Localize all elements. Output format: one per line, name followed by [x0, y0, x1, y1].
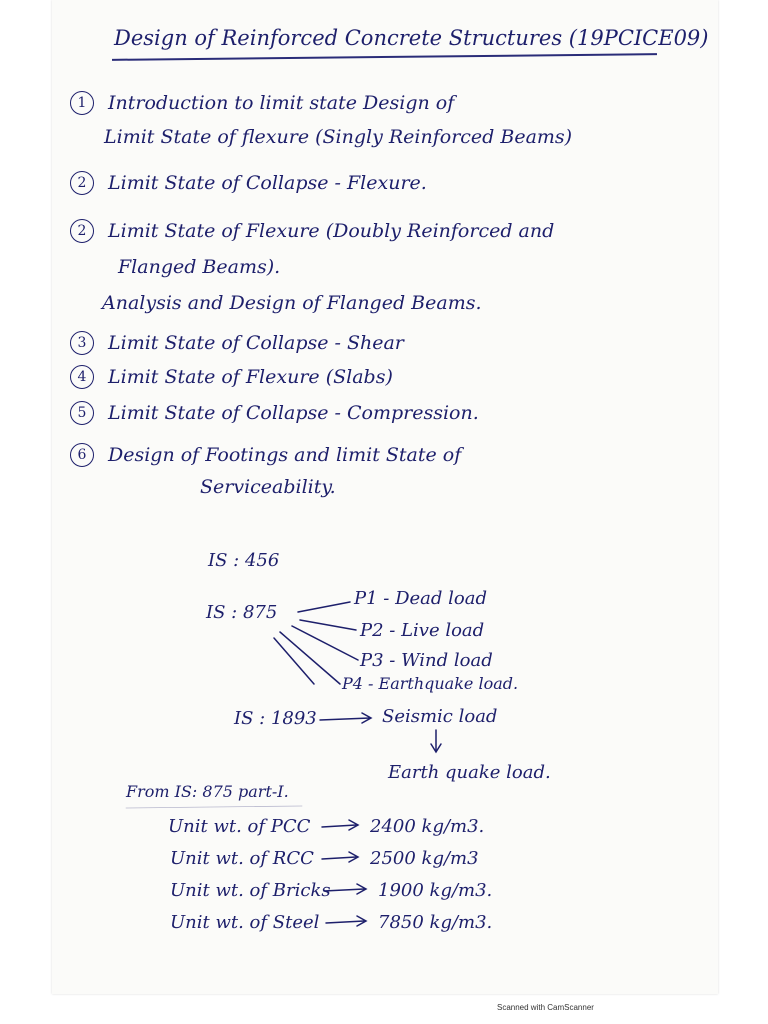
branch-p2-line	[300, 620, 356, 630]
unit-weight-rcc-value: 2500 kg/m3	[370, 848, 479, 869]
code-is1893: IS : 1893	[234, 708, 317, 729]
topic-number: 2	[70, 171, 94, 195]
topic-number: 6	[70, 443, 94, 467]
unit-weight-pcc-label: Unit wt. of PCC	[168, 816, 311, 837]
topic-text: Limit State of Collapse - Shear	[108, 332, 404, 354]
arrow-seismic-line	[320, 718, 370, 720]
branch-p1-line	[298, 602, 350, 612]
topic-text: Limit State of flexure (Singly Reinforced Beams)	[104, 126, 573, 148]
code-is875: IS : 875	[206, 602, 278, 623]
notebook-page	[52, 0, 718, 994]
branch-p3-line	[292, 626, 358, 660]
earthquake-load: Earth quake load.	[388, 762, 551, 783]
topic-number: 4	[70, 365, 94, 389]
code-is456: IS : 456	[208, 550, 280, 571]
page-title: Design of Reinforced Concrete Structures (19PCICE09)	[114, 26, 709, 50]
part-p2: P2 - Live load	[360, 620, 485, 641]
topic-text: Analysis and Design of Flanged Beams.	[102, 292, 482, 314]
unit-weight-rcc-label: Unit wt. of RCC	[170, 848, 314, 869]
unit-weight-pcc-value: 2400 kg/m3.	[370, 816, 485, 837]
topic-text: Flanged Beams).	[118, 256, 281, 278]
topic-text: Limit State of Flexure (Slabs)	[108, 366, 393, 388]
unit-weight-steel-value: 7850 kg/m3.	[378, 912, 493, 933]
topic-number: 3	[70, 331, 94, 355]
seismic-load: Seismic load	[382, 706, 498, 727]
part-p3: P3 - Wind load	[360, 650, 493, 671]
unit-weight-bricks-value: 1900 kg/m3.	[378, 880, 493, 901]
part-p1: P1 - Dead load	[354, 588, 487, 609]
topic-text: Introduction to limit state Design of	[108, 92, 455, 114]
topic-text: Limit State of Collapse - Compression.	[108, 402, 479, 424]
topic-text: Limit State of Flexure (Doubly Reinforced and	[108, 220, 555, 242]
hand-drawn-arrows	[52, 0, 718, 994]
unit-weight-bricks-label: Unit wt. of Bricks	[170, 880, 331, 901]
topic-text: Design of Footings and limit State of	[108, 444, 462, 466]
topic-number: 1	[70, 91, 94, 115]
part-p4: P4 - Earthquake load.	[342, 674, 519, 693]
unit-weight-steel-label: Unit wt. of Steel	[170, 912, 320, 933]
branch-p4-line	[280, 632, 340, 684]
topic-number: 5	[70, 401, 94, 425]
topic-text: Serviceability.	[200, 476, 336, 498]
topic-text: Limit State of Collapse - Flexure.	[108, 172, 427, 194]
scanner-watermark: Scanned with CamScanner	[497, 1003, 594, 1012]
unit-weights-heading: From IS: 875 part-I.	[126, 782, 289, 801]
topic-number: 2	[70, 219, 94, 243]
